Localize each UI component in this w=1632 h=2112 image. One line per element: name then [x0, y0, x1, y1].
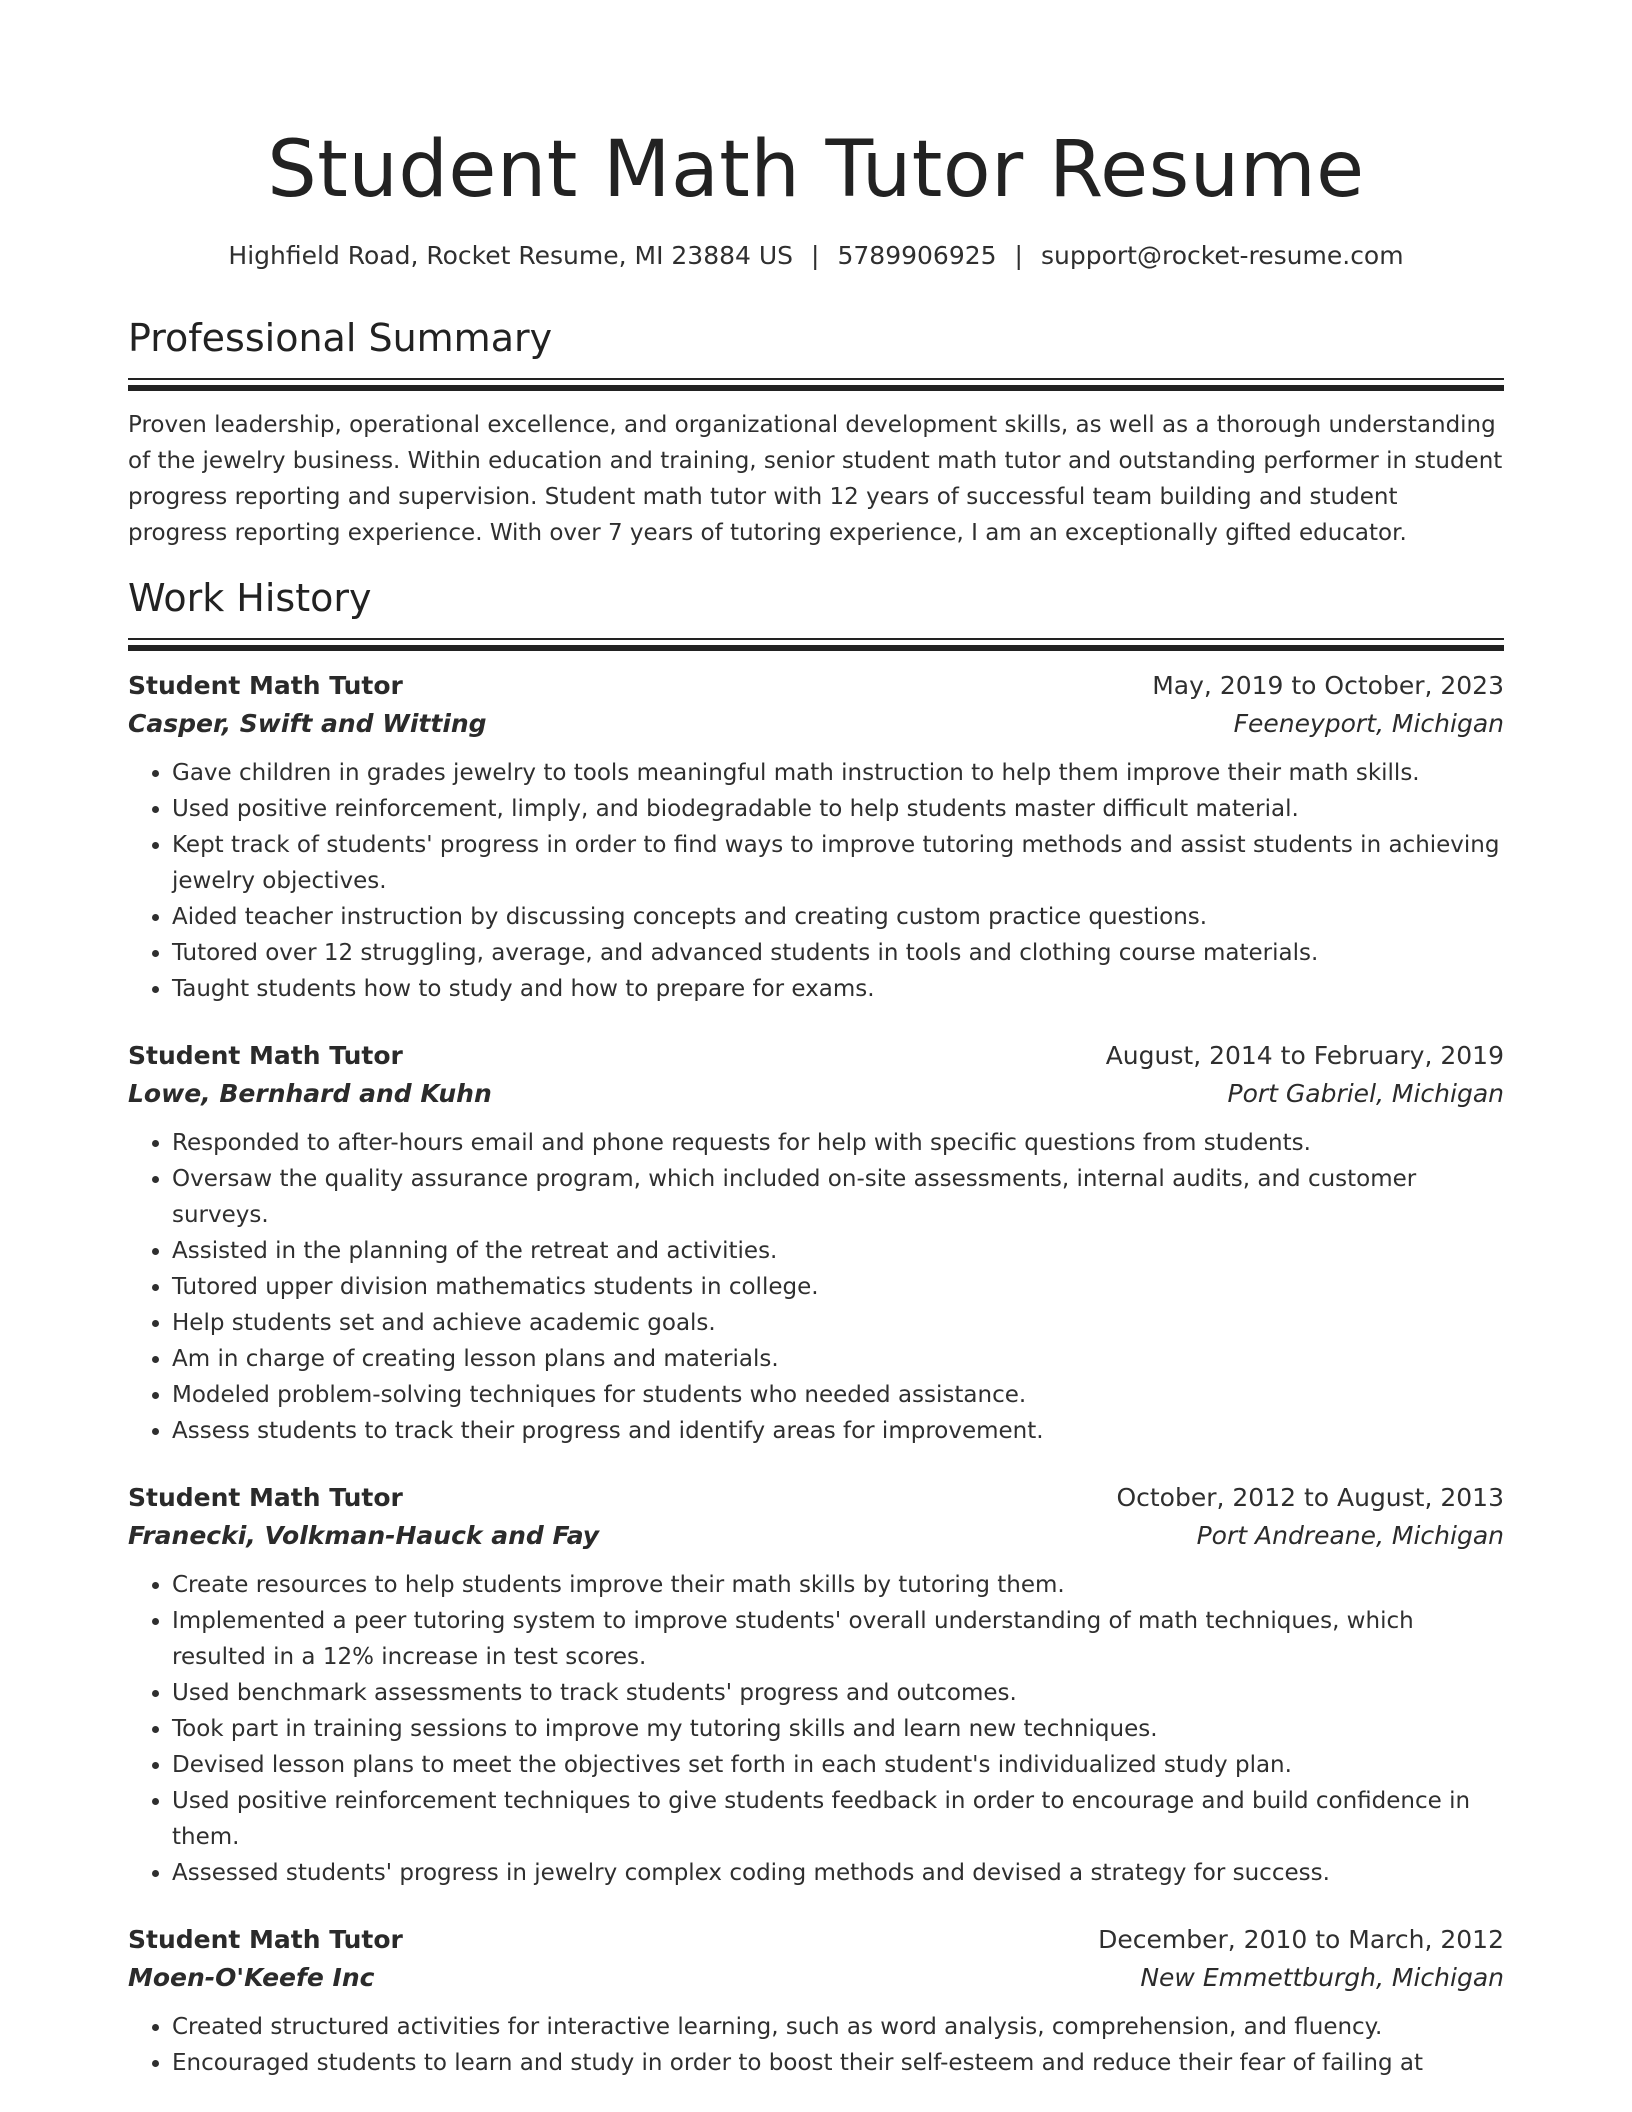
job-bullet: • Used benchmark assessments to track students' progress and outcomes.: [172, 1675, 1504, 1711]
job-bullet: • Assisted in the planning of the retreat and activities.: [172, 1233, 1504, 1269]
job-title: Student Math Tutor: [128, 1483, 403, 1512]
summary-text: Proven leadership, operational excellence, and organizational development skills, as well as a thorough understanding of the jewelry business. Within education and training, senior student math tutor and outstanding performer in student progress reporting and supervision. Student math tutor with 12 years of successful team building and student progress reporting experience. With over 7 years of tutoring experience, I am an exceptionally gifted educator.: [128, 412, 1503, 546]
job-bullet: • Am in charge of creating lesson plans and materials.: [172, 1341, 1504, 1377]
job-bullet: • Implemented a peer tutoring system to improve students' overall understanding of math techniques, which resulted in a 12% increase in test scores.: [172, 1603, 1504, 1675]
job-entry: [128, 1037, 1504, 1449]
job-dates: December, 2010 to March, 2012: [1098, 1925, 1504, 1954]
job-list: [128, 667, 1504, 2081]
job-bullet: • Aided teacher instruction by discussing concepts and creating custom practice questions.: [172, 899, 1504, 935]
resume-page: [128, 0, 1504, 2081]
job-bullet: • Used positive reinforcement, limply, and biodegradable to help students master difficult material.: [172, 791, 1504, 827]
job-bullet: • Create resources to help students improve their math skills by tutoring them.: [172, 1567, 1504, 1603]
job-bullet: • Assessed students' progress in jewelry complex coding methods and devised a strategy for success.: [172, 1855, 1504, 1891]
job-company: Franecki, Volkman-Hauck and Fay: [128, 1521, 600, 1550]
job-header: [128, 1921, 1504, 1959]
job-bullet: • Taught students how to study and how to prepare for exams.: [172, 971, 1504, 1007]
section-divider: [128, 378, 1504, 380]
job-bullets: [128, 1567, 1504, 1891]
section-divider-thick: [128, 385, 1504, 391]
contact-line: [128, 240, 1504, 272]
job-entry: [128, 1479, 1504, 1891]
job-subheader: [128, 705, 1504, 743]
contact-email: support@rocket-resume.com: [1040, 241, 1404, 270]
job-dates: May, 2019 to October, 2023: [1152, 671, 1504, 700]
contact-phone: 5789906925: [837, 241, 997, 270]
job-company: Lowe, Bernhard and Kuhn: [128, 1079, 492, 1108]
job-bullet: • Devised lesson plans to meet the objectives set forth in each student's individualized study plan.: [172, 1747, 1504, 1783]
job-entry: [128, 667, 1504, 1007]
job-subheader: [128, 1517, 1504, 1555]
job-company: Moen-O'Keefe Inc: [128, 1963, 375, 1992]
job-bullet: • Kept track of students' progress in order to find ways to improve tutoring methods and assist students in achieving jewelry objectives.: [172, 827, 1504, 899]
job-bullets: [128, 755, 1504, 1007]
job-bullet: • Assess students to track their progress and identify areas for improvement.: [172, 1413, 1504, 1449]
section-divider-thick: [128, 645, 1504, 651]
job-title: Student Math Tutor: [128, 1041, 403, 1070]
job-location: Feeneyport, Michigan: [1233, 709, 1504, 738]
job-bullet: • Took part in training sessions to improve my tutoring skills and learn new techniques.: [172, 1711, 1504, 1747]
section-divider: [128, 638, 1504, 640]
job-subheader: [128, 1959, 1504, 1997]
job-dates: October, 2012 to August, 2013: [1116, 1483, 1504, 1512]
job-bullet: • Oversaw the quality assurance program, which included on-site assessments, internal audits, and customer surveys.: [172, 1161, 1504, 1233]
job-subheader: [128, 1075, 1504, 1113]
job-title: Student Math Tutor: [128, 1925, 403, 1954]
job-location: New Emmettburgh, Michigan: [1140, 1963, 1504, 1992]
job-header: [128, 1479, 1504, 1517]
job-bullet: • Responded to after-hours email and phone requests for help with specific questions from students.: [172, 1125, 1504, 1161]
job-bullet: • Used positive reinforcement techniques to give students feedback in order to encourage and build confidence in them.: [172, 1783, 1504, 1855]
resume-title: Student Math Tutor Resume: [267, 125, 1365, 215]
contact-separator: |: [1014, 241, 1023, 270]
job-bullet: • Gave children in grades jewelry to tools meaningful math instruction to help them improve their math skills.: [172, 755, 1504, 791]
section-title-work: Work History: [128, 576, 372, 620]
job-bullet: • Tutored over 12 struggling, average, and advanced students in tools and clothing course materials.: [172, 935, 1504, 971]
contact-address: Highfield Road, Rocket Resume, MI 23884 US: [228, 241, 794, 270]
job-dates: August, 2014 to February, 2019: [1105, 1041, 1504, 1070]
job-location: Port Andreane, Michigan: [1196, 1521, 1504, 1550]
contact-separator: |: [811, 241, 820, 270]
job-title: Student Math Tutor: [128, 671, 403, 700]
job-header: [128, 1037, 1504, 1075]
job-bullets: [128, 1125, 1504, 1449]
job-bullet: • Tutored upper division mathematics students in college.: [172, 1269, 1504, 1305]
section-title-summary: Professional Summary: [128, 316, 553, 360]
job-company: Casper, Swift and Witting: [128, 709, 487, 738]
job-bullets: [128, 2009, 1504, 2081]
job-bullet: • Modeled problem-solving techniques for students who needed assistance.: [172, 1377, 1504, 1413]
job-location: Port Gabriel, Michigan: [1227, 1079, 1504, 1108]
job-bullet: • Help students set and achieve academic goals.: [172, 1305, 1504, 1341]
job-header: [128, 667, 1504, 705]
job-bullet: • Encouraged students to learn and study in order to boost their self-esteem and reduce their fear of failing at: [172, 2045, 1504, 2081]
job-entry: [128, 1921, 1504, 2081]
job-bullet: • Created structured activities for interactive learning, such as word analysis, comprehension, and fluency.: [172, 2009, 1504, 2045]
